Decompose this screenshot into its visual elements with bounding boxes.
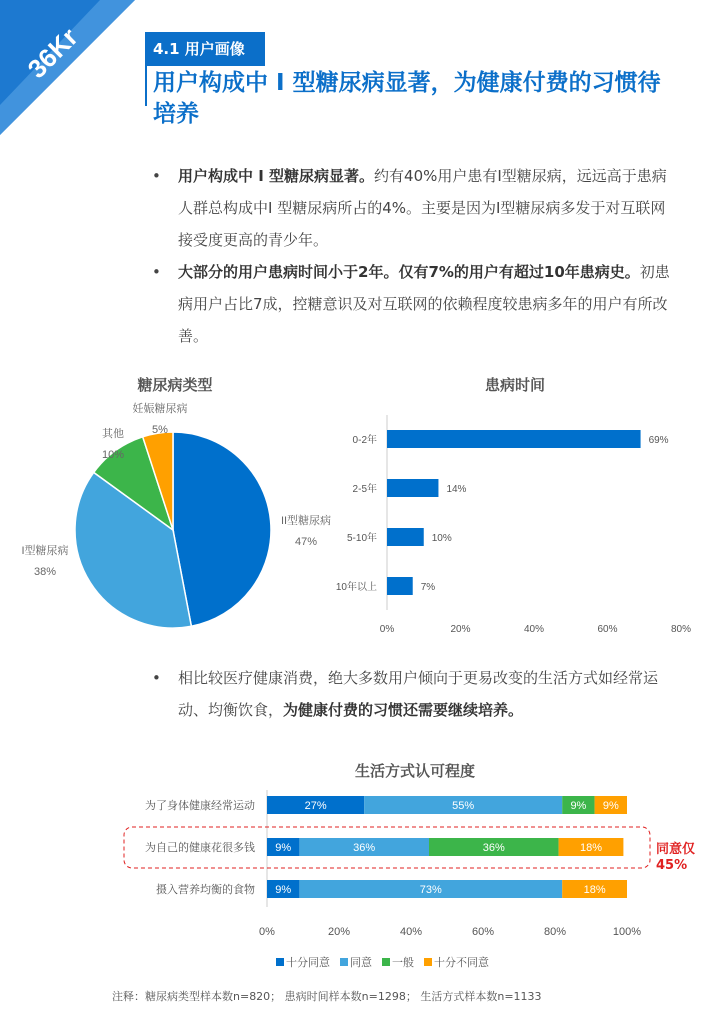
x-tick-label: 20% <box>327 926 351 938</box>
legend-label: 十分不同意 <box>434 956 489 969</box>
legend-label: 十分同意 <box>286 956 330 969</box>
pie-title: 糖尿病类型 <box>137 376 213 394</box>
category-label: 摄入营养均衡的食物 <box>156 884 255 896</box>
callout <box>656 842 695 874</box>
x-tick-label: 80% <box>543 926 567 938</box>
svg-text:36Kr: 36Kr <box>21 21 84 84</box>
x-tick-label: 40% <box>523 624 545 635</box>
legend-item <box>424 954 489 970</box>
bullet-bold: 为健康付费的习惯还需要继续培养。 <box>283 701 524 719</box>
stacked-bar-chart <box>0 780 720 945</box>
category-label: 5-10年 <box>346 533 377 544</box>
segment-label: 9% <box>602 800 619 812</box>
pie-slice <box>173 432 271 626</box>
legend-label: 一般 <box>392 956 414 969</box>
bar-chart <box>300 400 720 640</box>
category-label: 2-5年 <box>352 484 377 495</box>
category-label: 10年以上 <box>335 582 377 593</box>
bullet-text: 相比较医疗健康消费，绝大多数用户倾向于更易改变的生活方式如经常运动、均衡饮食， <box>178 669 659 719</box>
legend-item <box>382 954 414 970</box>
slice-label: 其他 <box>102 428 124 440</box>
segment-label: 18% <box>583 884 606 896</box>
x-tick-label: 0% <box>379 624 395 635</box>
x-tick-label: 60% <box>471 926 495 938</box>
bar-value-label: 69% <box>648 435 669 446</box>
slice-label: II型糖尿病 <box>280 515 332 527</box>
x-tick-label: 20% <box>450 624 471 635</box>
slice-value: 47% <box>294 536 318 548</box>
legend <box>276 954 489 970</box>
category-label: 为自己的健康花很多钱 <box>145 842 255 854</box>
legend-swatch <box>382 958 390 966</box>
legend-swatch <box>340 958 348 966</box>
slice-label: 妊娠糖尿病 <box>132 403 188 415</box>
x-tick-label: 100% <box>612 926 642 938</box>
legend-item <box>340 954 372 970</box>
bar <box>387 479 438 497</box>
bar-value-label: 14% <box>446 484 467 495</box>
bullet-bold: 用户构成中 I 型糖尿病显著。 <box>178 167 375 185</box>
stack-title: 生活方式认可程度 <box>354 762 475 780</box>
legend-swatch <box>276 958 284 966</box>
footnote: 注释：糖尿病类型样本数n=820； 患病时间样本数n=1298； 生活方式样本数n=1133 <box>112 990 542 1003</box>
segment-label: 36% <box>482 842 505 854</box>
x-tick-label: 60% <box>597 624 618 635</box>
section-label: 4.1 用户画像 <box>145 32 265 66</box>
x-tick-label: 0% <box>259 926 275 938</box>
segment-label: 73% <box>419 884 442 896</box>
segment-label: 9% <box>570 800 587 812</box>
bar <box>387 528 424 546</box>
bar-title: 患病时间 <box>484 376 545 394</box>
bullet-text: 初患病用户占比7成，控糖意识及对互联网的依赖程度较患病多年的用户有所改善。 <box>178 263 670 345</box>
slice-value: 5% <box>152 424 168 436</box>
legend-item <box>276 954 330 970</box>
legend-label: 同意 <box>350 956 372 969</box>
x-tick-label: 80% <box>670 624 692 635</box>
segment-label: 18% <box>579 842 603 854</box>
category-label: 为了身体健康经常运动 <box>145 800 255 812</box>
segment-label: 55% <box>452 800 475 812</box>
bullet-bold: 大部分的用户患病时间小于2年。仅有7%的用户有超过10年患病史。 <box>178 263 640 281</box>
page-title: 用户构成中 I 型糖尿病显著，为健康付费的习惯待培养 <box>153 70 661 127</box>
category-label: 0-2年 <box>352 435 377 446</box>
slice-label: I型糖尿病 <box>21 545 69 557</box>
segment-label: 9% <box>275 842 292 854</box>
segment-label: 27% <box>304 800 327 812</box>
bar-value-label: 7% <box>420 582 436 593</box>
segment-label: 9% <box>275 884 292 896</box>
title-accent-bar <box>145 62 147 106</box>
legend-swatch <box>424 958 432 966</box>
callout-line1: 同意仅 <box>656 842 696 857</box>
segment-label: 36% <box>353 842 376 854</box>
bullet-3: • 相比较医疗健康消费，绝大多数用户倾向于更易改变的生活方式如经常运动、均衡饮食，为健康付费的习惯还需要继续培养。 <box>152 669 659 719</box>
x-tick-label: 40% <box>399 926 423 938</box>
bar-value-label: 10% <box>431 533 452 544</box>
bullet-2: • 大部分的用户患病时间小于2年。仅有7%的用户有超过10年患病史。初患病用户占比7成，控糖意识及对互联网的依赖程度较患病多年的用户有所改善。 <box>152 263 670 345</box>
bullet-text: 约有40%用户患有I型糖尿病，远远高于患病人群总构成中I 型糖尿病所占的4%。主要是因为I型糖尿病多发于对互联网接受度更高的青少年。 <box>178 167 667 249</box>
callout-line2: 45% <box>656 858 688 873</box>
slice-value: 10% <box>101 449 125 461</box>
bar <box>387 430 641 448</box>
bar <box>387 577 413 595</box>
logo-36kr <box>0 0 140 140</box>
slice-value: 38% <box>33 566 57 578</box>
bullet-1: • 用户构成中 I 型糖尿病显著。约有40%用户患有I型糖尿病，远远高于患病人群总构成中I 型糖尿病所占的4%。主要是因为I型糖尿病多发于对互联网接受度更高的青少年。 <box>152 167 667 249</box>
